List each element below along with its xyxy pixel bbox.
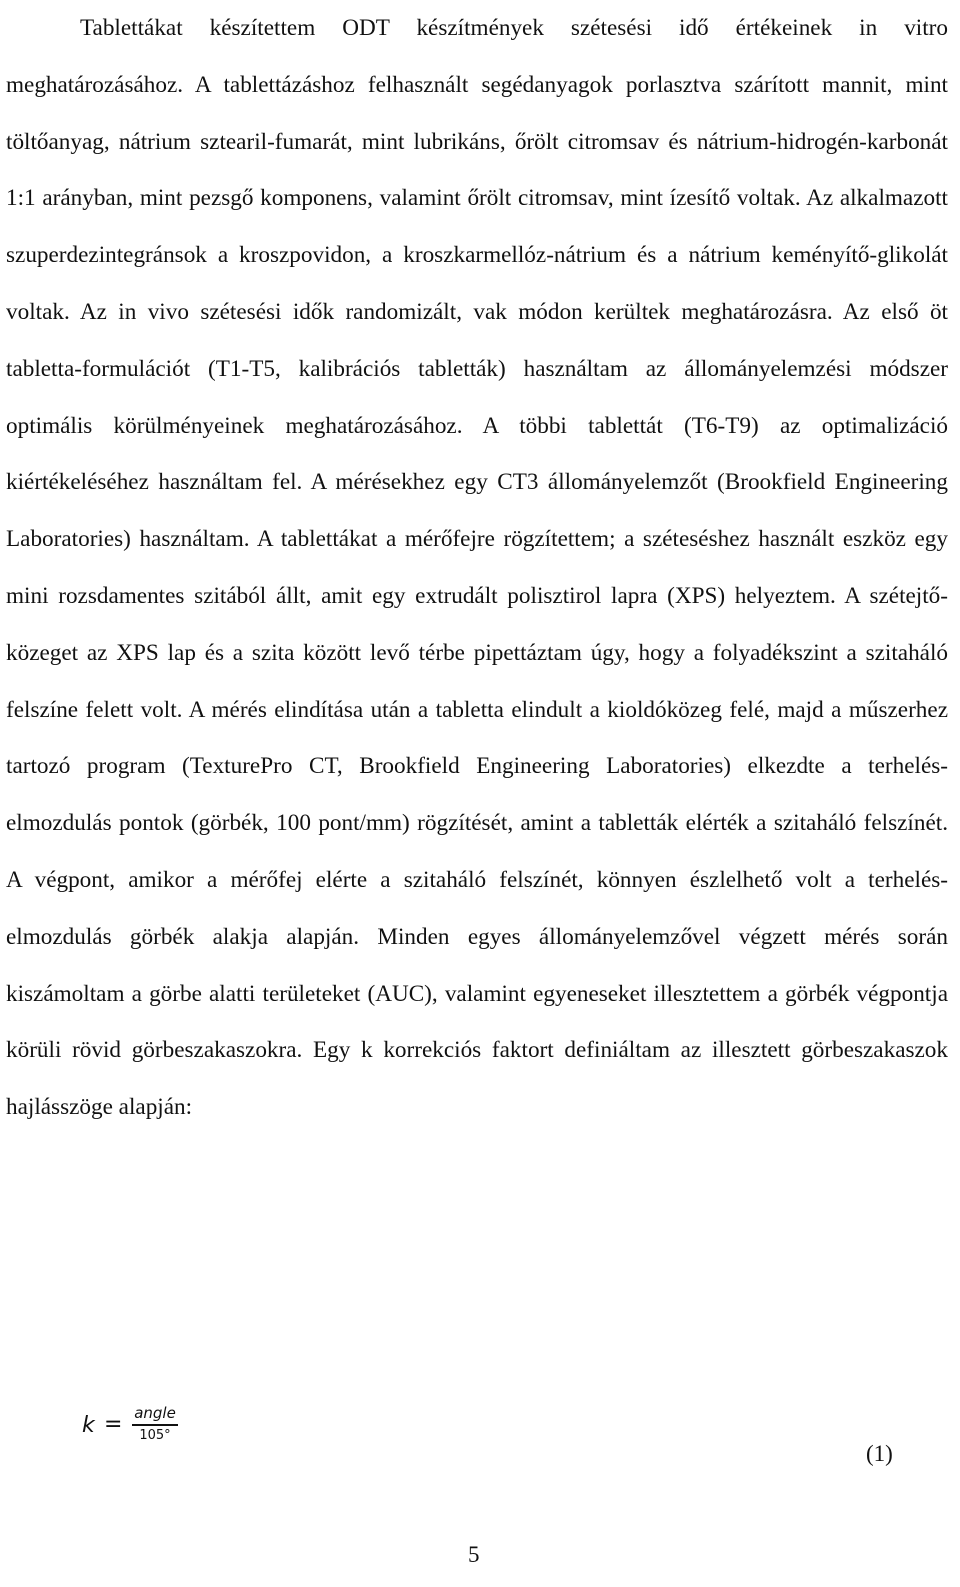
body-paragraph: Tablettákat készítettem ODT készítmények szétesési idő értékeinek in vitro meghatározásához. A tablettázáshoz felhasznált segédanyagok porlasztva szárított mannit, mint töltőanyag, nátrium sztearil-fumarát, mint lubrikáns, őrölt citromsav és nátrium-hidrogén-karbonát 1:1 arányban, mint pezsgő komponens, valamint őrölt citromsav, mint ízesítő voltak. Az alkalmazott szuperdezintegránsok a kroszpovidon, a kroszkarmellóz-nátrium és a nátrium keményítő-glikolát voltak. Az in vivo szétesési idők randomizált, vak módon kerültek meghatározásra. Az első öt tabletta-formulációt (T1-T5, kalibrációs tabletták) használtam az állományelemzési módszer optimális körülményeinek meghatározásához. A többi tablettát (T6-T9) az optimalizáció kiértékeléséhez használtam fel. A mérésekhez egy CT3 állományelemzőt (Brookfield Engineering Laboratories) használtam. A tablettákat a mérőfejre rögzítettem; a széteséshez használt eszköz egy mini rozsdamentes szitából állt, amit egy extrudált polisztirol lapra (XPS) helyeztem. A szétejtő-közeget az XPS lap és a szita között levő térbe pipettáztam úgy, hogy a folyadékszint a szitaháló felszíne felett volt. A mérés elindítása után a tabletta elindult a kioldóközeg felé, majd a műszerhez tartozó program (TexturePro CT, Brookfield Engineering Laboratories) elkezdte a terhelés-elmozdulás pontok (görbék, 100 pont/mm) rögzítését, amint a tabletták elérték a szitaháló felszínét. A végpont, amikor a mérőfej elérte a szitaháló felszínét, könnyen észlelhető volt a terhelés-elmozdulás görbék alakja alapján. Minden egyes állományelemzővel végzett mérés során kiszámoltam a görbe alatti területeket (AUC), valamint egyeneseket illesztettem a görbék végpontja körüli rövid görbeszakaszokra. Egy k korrekciós faktort definiáltam az illesztett görbeszakaszok hajlásszöge alapján: — [6, 15, 948, 1121]
page-number: 5 — [468, 1542, 480, 1567]
equation-denominator: 105° — [139, 1427, 171, 1443]
equation-lhs: k — [82, 1413, 95, 1438]
equation-number: (1) — [866, 1441, 893, 1466]
equation-numerator: angle — [134, 1404, 176, 1422]
fraction-bar — [132, 1424, 178, 1426]
equation-equals-sign: = — [104, 1412, 123, 1437]
equation-fraction — [130, 1404, 180, 1444]
equation-k — [80, 1404, 200, 1460]
